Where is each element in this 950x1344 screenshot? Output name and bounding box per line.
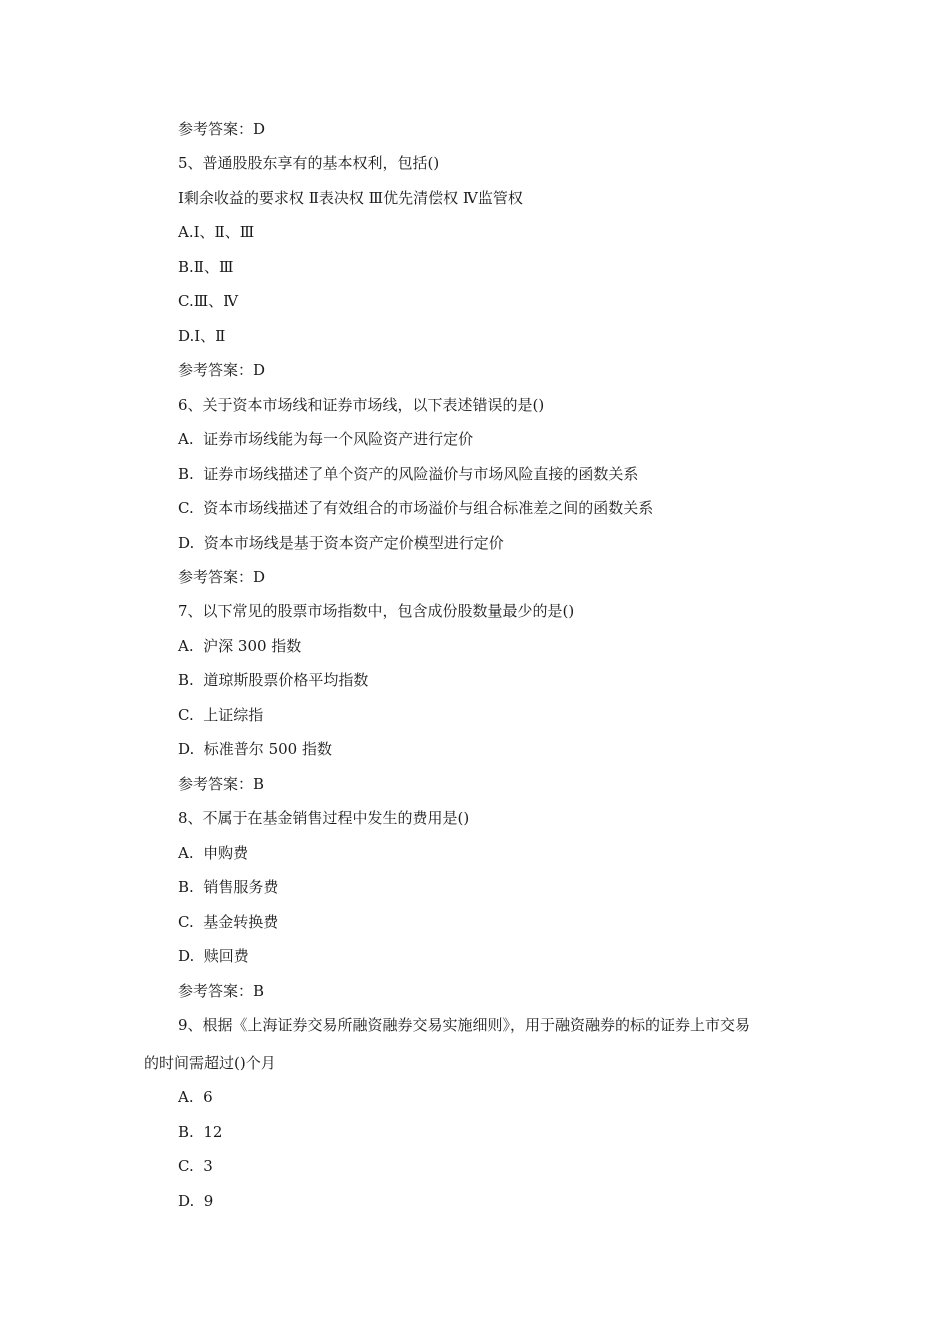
option-line: A. 申购费 [178,844,249,862]
option-line: C. 3 [178,1157,213,1175]
answer-line: 参考答案：D [178,568,266,586]
option-line: B. 道琼斯股票价格平均指数 [178,671,369,689]
answer-line: 参考答案：D [178,361,266,379]
question-continuation-line: 的时间需超过()个月 [144,1054,276,1072]
answer-line: 参考答案：B [178,775,265,793]
answer-line: 参考答案：B [178,982,265,1000]
question-line: 7、以下常见的股票市场指数中，包含成份股数量最少的是() [178,602,575,620]
option-line: A.Ⅰ、Ⅱ、Ⅲ [178,223,255,241]
option-line: D. 9 [178,1192,214,1210]
option-line: B. 销售服务费 [178,878,279,896]
option-line: B. 证券市场线描述了单个资产的风险溢价与市场风险直接的函数关系 [178,465,639,483]
option-line: A. 沪深 300 指数 [178,637,302,655]
option-line: B.Ⅱ、Ⅲ [178,258,234,276]
option-line: D.Ⅰ、Ⅱ [178,327,226,345]
answer-line: 参考答案：D [178,120,266,138]
option-line: A. 证券市场线能为每一个风险资产进行定价 [178,430,474,448]
statement-line: Ⅰ剩余收益的要求权 Ⅱ表决权 Ⅲ优先清偿权 Ⅳ监管权 [178,189,523,207]
option-line: B. 12 [178,1123,223,1141]
option-line: C.Ⅲ、Ⅳ [178,292,239,310]
option-line: D. 资本市场线是基于资本资产定价模型进行定价 [178,534,504,552]
question-line: 9、根据《上海证券交易所融资融券交易实施细则》，用于融资融券的标的证券上市交易 [178,1016,751,1034]
option-line: A. 6 [178,1088,213,1106]
question-line: 5、普通股股东享有的基本权利，包括() [178,154,440,172]
question-line: 8、不属于在基金销售过程中发生的费用是() [178,809,470,827]
option-line: D. 赎回费 [178,947,249,965]
option-line: C. 资本市场线描述了有效组合的市场溢价与组合标准差之间的函数关系 [178,499,654,517]
question-line: 6、关于资本市场线和证券市场线，以下表述错误的是() [178,396,545,414]
option-line: C. 上证综指 [178,706,264,724]
option-line: D. 标准普尔 500 指数 [178,740,332,758]
option-line: C. 基金转换费 [178,913,279,931]
